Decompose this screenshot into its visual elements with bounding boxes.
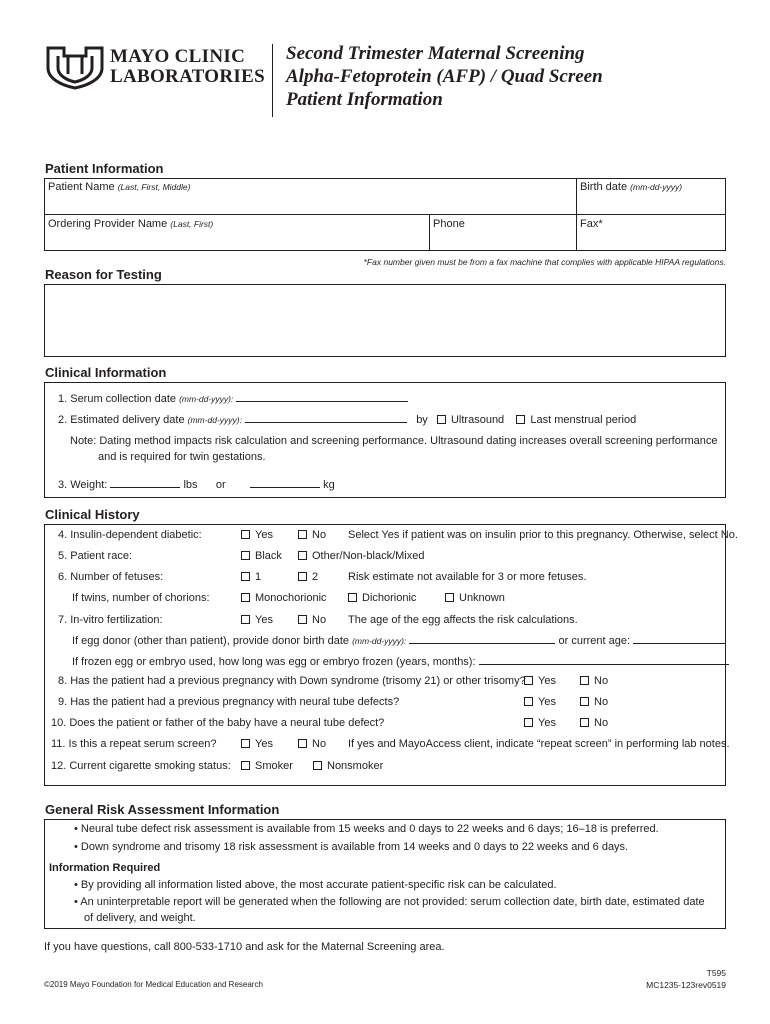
q7-label: 7. In-vitro fertilization: xyxy=(58,614,163,626)
q4-yes[interactable]: Yes xyxy=(241,529,273,541)
q2-delivery-date: 2. Estimated delivery date (mm-dd-yyyy): by Ultrasound Last menstrual period xyxy=(58,414,637,426)
q11-label: 11. Is this a repeat serum screen? xyxy=(51,738,217,750)
reason-heading: Reason for Testing xyxy=(45,267,162,282)
q6b-di-checkbox[interactable] xyxy=(348,593,357,602)
q7-no[interactable]: No xyxy=(298,614,326,626)
q6-one-checkbox[interactable] xyxy=(241,572,250,581)
patient-name-label: Patient Name xyxy=(48,181,115,193)
q10-yes-checkbox[interactable] xyxy=(524,718,533,727)
info-bullet-accurate: • By providing all information listed above, the most accurate patient-specific risk can be calculated. xyxy=(74,879,557,891)
dating-note-line2: and is required for twin gestations. xyxy=(98,451,266,463)
q8-no-checkbox[interactable] xyxy=(580,676,589,685)
mayo-shield-icon xyxy=(44,44,106,90)
q5-other[interactable]: Other/Non-black/Mixed xyxy=(298,550,425,562)
q6b-mono-checkbox[interactable] xyxy=(241,593,250,602)
q10-no[interactable]: No xyxy=(580,717,608,729)
fax-field[interactable] xyxy=(580,218,603,230)
q7c-frozen: If frozen egg or embryo used, how long was egg or embryo frozen (years, months): xyxy=(72,656,729,668)
q4-no-checkbox[interactable] xyxy=(298,530,307,539)
q6b-di[interactable]: Dichorionic xyxy=(348,592,416,604)
q7b-donor: If egg donor (other than patient), provide donor birth date (mm-dd-yyyy): or current age: xyxy=(72,635,725,647)
q6b-unknown[interactable]: Unknown xyxy=(445,592,505,604)
birth-date-label: Birth date xyxy=(580,181,628,193)
weight-kg-input[interactable] xyxy=(250,479,320,488)
info-bullet-uninterpretable-cont: of delivery, and weight. xyxy=(84,912,196,924)
q11-yes-checkbox[interactable] xyxy=(241,739,250,748)
clinical-info-heading: Clinical Information xyxy=(45,365,167,380)
q7-yes[interactable]: Yes xyxy=(241,614,273,626)
q10-no-checkbox[interactable] xyxy=(580,718,589,727)
q5-black[interactable]: Black xyxy=(241,550,282,562)
q12-smoker[interactable]: Smoker xyxy=(241,760,293,772)
provider-name-field[interactable] xyxy=(48,218,213,230)
q7-yes-checkbox[interactable] xyxy=(241,615,250,624)
q6-two[interactable]: 2 xyxy=(298,571,318,583)
q8-yes[interactable]: Yes xyxy=(524,675,556,687)
provider-name-hint: (Last, First) xyxy=(170,219,214,229)
q7-no-checkbox[interactable] xyxy=(298,615,307,624)
info-required-heading: Information Required xyxy=(49,862,161,874)
q7-note: The age of the egg affects the risk calculations. xyxy=(348,614,578,626)
donor-age-input[interactable] xyxy=(633,635,725,644)
q6-one[interactable]: 1 xyxy=(241,571,261,583)
q11-no[interactable]: No xyxy=(298,738,326,750)
logo-line1: MAYO CLINIC xyxy=(110,46,246,67)
donor-birthdate-input[interactable] xyxy=(409,635,555,644)
q6-note: Risk estimate not available for 3 or more fetuses. xyxy=(348,571,587,583)
frozen-duration-input[interactable] xyxy=(479,656,729,665)
q12-smoker-checkbox[interactable] xyxy=(241,761,250,770)
q9-label: 9. Has the patient had a previous pregnancy with neural tube defects? xyxy=(58,696,400,708)
q4-label: 4. Insulin-dependent diabetic: xyxy=(58,529,202,541)
q12-nonsmoker[interactable]: Nonsmoker xyxy=(313,760,383,772)
serum-date-input[interactable] xyxy=(236,393,408,402)
q11-yes[interactable]: Yes xyxy=(241,738,273,750)
provider-name-label: Ordering Provider Name xyxy=(48,218,168,230)
fax-note: *Fax number given must be from a fax machine that complies with applicable HIPAA regulations. xyxy=(363,257,726,267)
q9-yes-checkbox[interactable] xyxy=(524,697,533,706)
q4-no[interactable]: No xyxy=(298,529,326,541)
lmp-checkbox[interactable] xyxy=(516,415,525,424)
q6-label: 6. Number of fetuses: xyxy=(58,571,164,583)
q4-yes-checkbox[interactable] xyxy=(241,530,250,539)
questions-line: If you have questions, call 800-533-1710 and ask for the Maternal Screening area. xyxy=(44,941,445,953)
reason-textbox[interactable] xyxy=(44,284,726,357)
ultrasound-checkbox[interactable] xyxy=(437,415,446,424)
logo-line2: LABORATORIES xyxy=(110,66,265,87)
general-risk-heading: General Risk Assessment Information xyxy=(45,802,280,817)
q10-yes[interactable]: Yes xyxy=(524,717,556,729)
q12-nonsmoker-checkbox[interactable] xyxy=(313,761,322,770)
q11-note: If yes and MayoAccess client, indicate “repeat screen” in performing lab notes. xyxy=(348,738,730,750)
q1-serum-date: 1. Serum collection date (mm-dd-yyyy): xyxy=(58,393,408,405)
revision-code: MC1235-123rev0519 xyxy=(646,980,726,990)
risk-bullet-ntd: • Neural tube defect risk assessment is available from 15 weeks and 0 days to 22 weeks and 6 days; 16–18 is preferred. xyxy=(74,823,659,835)
patient-name-hint: (Last, First, Middle) xyxy=(117,182,191,192)
weight-lbs-input[interactable] xyxy=(110,479,180,488)
phone-label: Phone xyxy=(433,218,465,230)
title-line3: Patient Information xyxy=(286,89,443,110)
q5-black-checkbox[interactable] xyxy=(241,551,250,560)
mayo-logo xyxy=(44,44,106,90)
q11-no-checkbox[interactable] xyxy=(298,739,307,748)
dating-note-line1: Note: Dating method impacts risk calculation and screening performance. Ultrasound dating increases overall screening performance xyxy=(70,435,718,447)
fax-label: Fax* xyxy=(580,218,603,230)
form-code: T595 xyxy=(706,968,726,978)
risk-bullet-down: • Down syndrome and trisomy 18 risk assessment is available from 14 weeks and 0 days to 22 weeks and 6 days. xyxy=(74,841,629,853)
patient-info-heading: Patient Information xyxy=(45,161,164,176)
q6b-mono[interactable]: Monochorionic xyxy=(241,592,327,604)
birth-date-field[interactable] xyxy=(580,181,682,193)
q6-two-checkbox[interactable] xyxy=(298,572,307,581)
q8-no[interactable]: No xyxy=(580,675,608,687)
title-line1: Second Trimester Maternal Screening xyxy=(286,43,585,64)
q9-no-checkbox[interactable] xyxy=(580,697,589,706)
copyright: ©2019 Mayo Foundation for Medical Education and Research xyxy=(44,980,263,989)
q3-weight: 3. Weight: lbs or kg xyxy=(58,479,335,491)
q6b-unknown-checkbox[interactable] xyxy=(445,593,454,602)
q8-yes-checkbox[interactable] xyxy=(524,676,533,685)
q6b-label: If twins, number of chorions: xyxy=(72,592,210,604)
info-bullet-uninterpretable: • An uninterpretable report will be generated when the following are not provided: serum collection date, birth date, estimated date xyxy=(74,896,705,908)
q5-other-checkbox[interactable] xyxy=(298,551,307,560)
patient-name-field[interactable] xyxy=(48,181,190,193)
clinical-history-heading: Clinical History xyxy=(45,507,140,522)
q5-label: 5. Patient race: xyxy=(58,550,132,562)
header-divider xyxy=(272,44,273,117)
title-line2: Alpha-Fetoprotein (AFP) / Quad Screen xyxy=(286,66,603,87)
phone-field[interactable] xyxy=(433,218,465,230)
q10-label: 10. Does the patient or father of the baby have a neural tube defect? xyxy=(51,717,385,729)
q12-label: 12. Current cigarette smoking status: xyxy=(51,760,231,772)
q4-note: Select Yes if patient was on insulin prior to this pregnancy. Otherwise, select No. xyxy=(348,529,738,541)
q9-no[interactable]: No xyxy=(580,696,608,708)
q8-label: 8. Has the patient had a previous pregnancy with Down syndrome (trisomy 21) or other trisomy? xyxy=(58,675,526,687)
q9-yes[interactable]: Yes xyxy=(524,696,556,708)
delivery-date-input[interactable] xyxy=(245,414,407,423)
birth-date-hint: (mm-dd-yyyy) xyxy=(630,182,683,192)
